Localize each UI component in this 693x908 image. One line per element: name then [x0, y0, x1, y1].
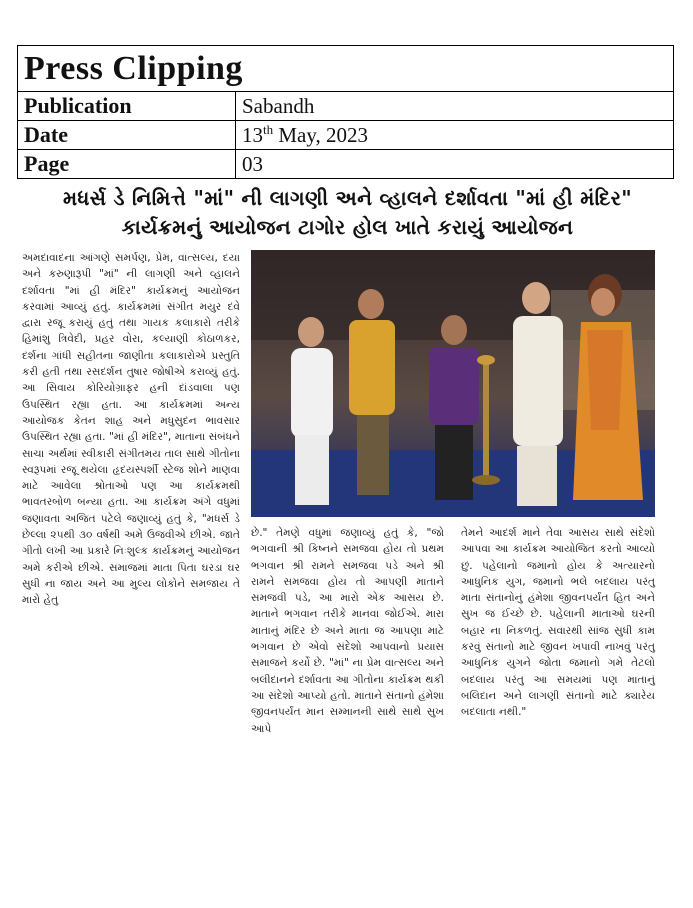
date-value [236, 121, 674, 150]
publication-label: Publication [18, 92, 236, 121]
article-headline: મધર્સ ડે નિમિત્તે "માં" ની લાગણી અને વ્હાલને દર્શાવતા "માં હી મંદિર" કાર્યક્રમનું આયોજન ટાગોર હોલ ખાતે કરાયું આયોજન [63, 186, 632, 239]
press-clipping-table [17, 45, 674, 179]
article-column-2 [251, 525, 444, 737]
publication-value: Sabandh [236, 92, 674, 121]
article-column-1 [22, 250, 240, 609]
press-clipping-title: Press Clipping [18, 46, 674, 92]
date-label: Date [18, 121, 236, 150]
date-month-year: May, 2023 [273, 123, 369, 147]
date-ordinal: th [263, 122, 274, 137]
article-column-3 [461, 525, 655, 721]
page-value: 03 [236, 150, 674, 179]
article-text-col1: અમદાવાદના આંગણે સમર્પણ, પ્રેમ, વાત્સલ્ય, દયા અને કરુણારૂપી "માં" ની લાગણી અને વ્હાલને દર્શાવતા "માં હી મંદિર" કાર્યક્રમનું આયોજન કરવામાં આવ્યું હતું. કાર્યક્રમમાં સંગીત મયુર દવે દ્વારા રજૂ કરાયું હતું તથા ગાયક કલાકારો તરીકે હિમાંશુ ત્રિવેદી, પ્રહર વોરા, કલ્યાણી કોઠાળકર, દર્શના ગાંધી સહીતના જાણીતા કલાકારોએ પ્રસ્તુતિ કરી હતી તથા રસદર્શન તુષાર જોષીએ કરાવ્યું હતું. આ સિવાય કોરિયોગ્રાફર હની દાંડવાલા પણ ઉપસ્થિત રહ્યા હતા. આ કાર્યક્રમમાં અન્ય આયોજક કેતન શાહ અને મધુસુદન ભાવસાર ઉપસ્થિત રહ્યા હતા. "માં હી મંદિર", માતાના સંબંધને સાચા અર્થમાં સ્વીકારી સંગીતમય તાલ સાથે ગીતોના સ્વરૂપમાં રજૂ થયેલા હૃદયસ્પર્શી સ્ટેજ શોને માણવા માટે આવેલા શ્રોતાઓ પણ આ કાર્યક્રમથી ભાવતરબોળ બન્યા હતા. આ કાર્યક્રમ અંગે વધુમાં જણાવતા અજિત પટેલે જણાવ્યું હતું કે, "મધર્સ ડે છેલ્લા ૨૫થી ૩૦ વર્ષથી અમે ઉજવીએ છીએ. જાતે ગીતો લખી આ પ્રકારે નિઃશુલ્ક કાર્યક્રમનું આયોજન અમે કરીએ છીએ. સમાજમાં માતા પિતા ઘરડા ઘર સુધી ના જાય અને આ મુલ્ય લોકોને સમજાય તે મારો હેતુ [22, 252, 240, 607]
date-day: 13 [242, 123, 263, 147]
event-photo [251, 250, 655, 517]
event-photo-illustration [251, 250, 655, 517]
article-text-col2: છે." તેમણે વધુમાં જણાવ્યું હતું કે, "જો ભગવાની શ્રી કિષ્નને સમજવા હોય તો પ્રથમ ભગવાન શ્રી રામને સમજવા પડે અને શ્રી રામને સમજવા હોય તો આપણી માતાને સમજવી પડે, આ મારો એક આસય છે. માતાને ભગવાન તરીકે માનવા જોઈએ. મારા માતાનું મંદિર છે અને માતા જ આપણા માટે ભગવાન છે એવો સંદેશો આપવાનો પ્રયાસ સમાજને કર્યો છે. "માં" ના પ્રેમ વાત્સલ્ય અને બલીદાનને દર્શાવતા આ ગીતોના કાર્યક્રમ થકી આ સંદેશો આપ્યો હતો. માતાને સંતાનો હંમેશા જીવનપર્યંત માન સમ્માનની સાથે સાથે સુખ આપે [251, 527, 444, 735]
article-text-col3: તેમને આદર્શ માને તેવા આસય સાથે સંદેશો આપવા આ કાર્યક્રમ આયોજિત કરતો આવ્યો છું. પહેલાનો જમાનો હોય કે અત્યારનો આધુનિક યુગ, જમાનો ભલે બદલાય પરંતુ માતા સંતાનોનું હંમેશા જીવનપર્યંત હિત અને સુખ જ ઈચ્છે છે. પહેલાની માતાઓ ઘરની બહાર ના નિકળતું. સવારથી સાંજ સુધી કામ કરવું સંતાનો માટે જીવન ખપાવી નાખવું પરંતુ આધુનિક યુગને જોતા જમાનો ગમે તેટલો બદલાય પરંતુ આ સમયમાં પણ માતાનું બલિદાન અને લાગણી સંતાનો માટે ક્યારેય બદલાતા નથી." [461, 527, 655, 719]
page-label: Page [18, 150, 236, 179]
